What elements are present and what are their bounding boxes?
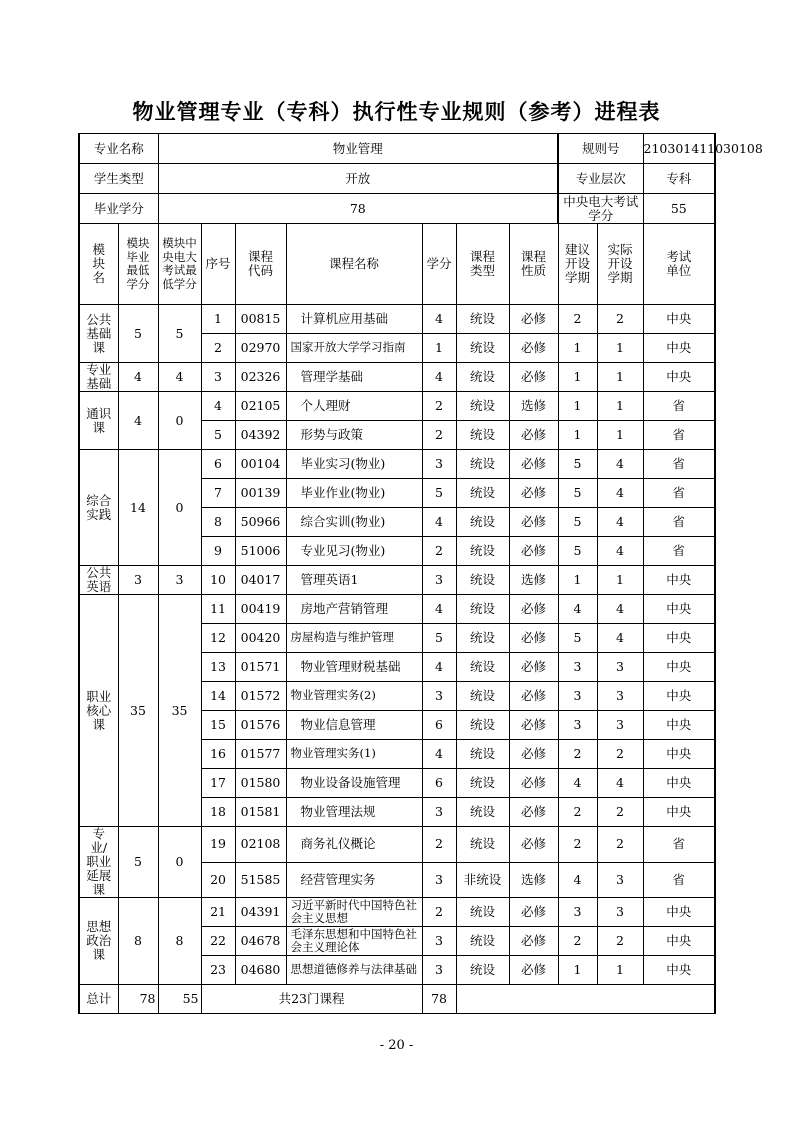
course-code: 04678 bbox=[235, 927, 286, 956]
course-code: 02105 bbox=[235, 392, 286, 421]
course-code: 01576 bbox=[235, 711, 286, 740]
course-credit: 2 bbox=[422, 898, 456, 927]
module-min-credit: 35 bbox=[118, 595, 158, 827]
course-code: 00815 bbox=[235, 305, 286, 334]
course-seq: 4 bbox=[201, 392, 235, 421]
header-actual-text: 实际开设学期 bbox=[607, 242, 633, 285]
course-type: 统设 bbox=[456, 305, 509, 334]
course-suggested-term: 3 bbox=[558, 682, 597, 711]
course-actual-term: 2 bbox=[597, 798, 643, 827]
course-name: 物业设备设施管理 bbox=[286, 769, 422, 798]
course-suggested-term: 3 bbox=[558, 711, 597, 740]
course-credit: 4 bbox=[422, 653, 456, 682]
major-label: 专业名称 bbox=[79, 134, 158, 164]
module-exam-min-credit: 4 bbox=[158, 363, 201, 392]
course-actual-term: 3 bbox=[597, 862, 643, 898]
course-suggested-term: 5 bbox=[558, 450, 597, 479]
course-seq: 20 bbox=[201, 862, 235, 898]
course-suggested-term: 2 bbox=[558, 305, 597, 334]
course-nature: 必修 bbox=[509, 711, 558, 740]
module-name bbox=[79, 363, 118, 392]
course-seq: 5 bbox=[201, 421, 235, 450]
course-credit: 3 bbox=[422, 566, 456, 595]
course-nature: 必修 bbox=[509, 798, 558, 827]
module-exam-min-credit: 0 bbox=[158, 827, 201, 898]
course-nature: 必修 bbox=[509, 624, 558, 653]
course-actual-term: 4 bbox=[597, 508, 643, 537]
course-code: 00419 bbox=[235, 595, 286, 624]
course-name: 物业管理实务(2) bbox=[286, 682, 422, 711]
header-row bbox=[79, 224, 715, 305]
course-name: 房屋构造与维护管理 bbox=[286, 624, 422, 653]
module-min-credit: 5 bbox=[118, 827, 158, 898]
course-exam-unit: 中央 bbox=[643, 363, 715, 392]
student-type-label: 学生类型 bbox=[79, 164, 158, 194]
rule-no-value: 210301411030108 bbox=[643, 134, 715, 164]
course-suggested-term: 1 bbox=[558, 421, 597, 450]
total-course-count: 共23门课程 bbox=[201, 985, 422, 1014]
course-actual-term: 3 bbox=[597, 653, 643, 682]
course-exam-unit: 中央 bbox=[643, 305, 715, 334]
course-credit: 2 bbox=[422, 537, 456, 566]
course-name: 管理英语1 bbox=[286, 566, 422, 595]
course-type: 非统设 bbox=[456, 862, 509, 898]
course-name: 物业信息管理 bbox=[286, 711, 422, 740]
course-name: 毕业实习(物业) bbox=[286, 450, 422, 479]
course-exam-unit: 中央 bbox=[643, 624, 715, 653]
course-nature: 必修 bbox=[509, 450, 558, 479]
course-suggested-term: 2 bbox=[558, 798, 597, 827]
course-nature: 必修 bbox=[509, 334, 558, 363]
course-type: 统设 bbox=[456, 769, 509, 798]
table-row bbox=[79, 450, 715, 479]
course-nature: 必修 bbox=[509, 740, 558, 769]
header-type bbox=[456, 224, 509, 305]
course-nature: 必修 bbox=[509, 305, 558, 334]
module-min-credit: 4 bbox=[118, 392, 158, 450]
course-exam-unit: 中央 bbox=[643, 898, 715, 927]
course-actual-term: 2 bbox=[597, 305, 643, 334]
course-exam-unit: 中央 bbox=[643, 956, 715, 985]
course-seq: 17 bbox=[201, 769, 235, 798]
module-name-text: 通识课 bbox=[86, 405, 112, 435]
course-code: 01572 bbox=[235, 682, 286, 711]
module-exam-min-credit: 0 bbox=[158, 450, 201, 566]
course-type: 统设 bbox=[456, 898, 509, 927]
table-row bbox=[79, 566, 715, 595]
course-exam-unit: 省 bbox=[643, 508, 715, 537]
course-actual-term: 4 bbox=[597, 769, 643, 798]
course-exam-unit: 中央 bbox=[643, 927, 715, 956]
course-suggested-term: 1 bbox=[558, 566, 597, 595]
course-actual-term: 4 bbox=[597, 450, 643, 479]
course-credit: 3 bbox=[422, 450, 456, 479]
major-value: 物业管理 bbox=[158, 134, 558, 164]
course-type: 统设 bbox=[456, 956, 509, 985]
course-seq: 7 bbox=[201, 479, 235, 508]
module-name bbox=[79, 392, 118, 450]
course-exam-unit: 中央 bbox=[643, 595, 715, 624]
course-suggested-term: 5 bbox=[558, 508, 597, 537]
header-nature bbox=[509, 224, 558, 305]
course-actual-term: 4 bbox=[597, 624, 643, 653]
course-code: 04680 bbox=[235, 956, 286, 985]
module-name bbox=[79, 898, 118, 985]
course-code: 00104 bbox=[235, 450, 286, 479]
course-nature: 必修 bbox=[509, 956, 558, 985]
table-row bbox=[79, 595, 715, 624]
course-suggested-term: 3 bbox=[558, 898, 597, 927]
module-name bbox=[79, 827, 118, 898]
course-suggested-term: 3 bbox=[558, 653, 597, 682]
course-code: 50966 bbox=[235, 508, 286, 537]
grad-credit-label: 毕业学分 bbox=[79, 194, 158, 224]
course-credit: 3 bbox=[422, 956, 456, 985]
course-exam-unit: 中央 bbox=[643, 566, 715, 595]
course-seq: 13 bbox=[201, 653, 235, 682]
course-credit: 4 bbox=[422, 595, 456, 624]
module-exam-min-credit: 3 bbox=[158, 566, 201, 595]
course-credit: 4 bbox=[422, 305, 456, 334]
course-seq: 8 bbox=[201, 508, 235, 537]
table-row bbox=[79, 392, 715, 421]
course-credit: 1 bbox=[422, 334, 456, 363]
module-exam-min-credit: 0 bbox=[158, 392, 201, 450]
course-name: 毕业作业(物业) bbox=[286, 479, 422, 508]
course-actual-term: 2 bbox=[597, 827, 643, 863]
course-actual-term: 1 bbox=[597, 566, 643, 595]
course-name: 习近平新时代中国特色社会主义思想 bbox=[286, 898, 422, 927]
course-exam-unit: 省 bbox=[643, 450, 715, 479]
course-name: 商务礼仪概论 bbox=[286, 827, 422, 863]
course-seq: 2 bbox=[201, 334, 235, 363]
course-exam-unit: 中央 bbox=[643, 653, 715, 682]
header-name: 课程名称 bbox=[286, 224, 422, 305]
course-exam-unit: 中央 bbox=[643, 711, 715, 740]
total-row bbox=[79, 985, 715, 1014]
course-nature: 选修 bbox=[509, 392, 558, 421]
header-actual bbox=[597, 224, 643, 305]
course-nature: 必修 bbox=[509, 537, 558, 566]
course-actual-term: 4 bbox=[597, 537, 643, 566]
course-name: 房地产营销管理 bbox=[286, 595, 422, 624]
course-nature: 必修 bbox=[509, 363, 558, 392]
course-type: 统设 bbox=[456, 479, 509, 508]
course-type: 统设 bbox=[456, 740, 509, 769]
course-type: 统设 bbox=[456, 392, 509, 421]
course-nature: 必修 bbox=[509, 508, 558, 537]
course-type: 统设 bbox=[456, 450, 509, 479]
course-code: 02970 bbox=[235, 334, 286, 363]
header-credit: 学分 bbox=[422, 224, 456, 305]
course-credit: 4 bbox=[422, 363, 456, 392]
course-exam-unit: 中央 bbox=[643, 769, 715, 798]
course-credit: 3 bbox=[422, 682, 456, 711]
course-actual-term: 1 bbox=[597, 363, 643, 392]
course-code: 02108 bbox=[235, 827, 286, 863]
course-code: 04017 bbox=[235, 566, 286, 595]
course-actual-term: 3 bbox=[597, 898, 643, 927]
course-actual-term: 3 bbox=[597, 682, 643, 711]
level-label: 专业层次 bbox=[558, 164, 643, 194]
course-credit: 2 bbox=[422, 392, 456, 421]
course-credit: 2 bbox=[422, 421, 456, 450]
course-credit: 6 bbox=[422, 769, 456, 798]
total-empty-cell bbox=[456, 985, 715, 1014]
module-exam-min-credit: 8 bbox=[158, 898, 201, 985]
course-nature: 必修 bbox=[509, 421, 558, 450]
course-actual-term: 1 bbox=[597, 334, 643, 363]
course-name: 计算机应用基础 bbox=[286, 305, 422, 334]
course-suggested-term: 5 bbox=[558, 479, 597, 508]
course-nature: 必修 bbox=[509, 653, 558, 682]
header-suggested bbox=[558, 224, 597, 305]
course-name: 个人理财 bbox=[286, 392, 422, 421]
course-name: 经营管理实务 bbox=[286, 862, 422, 898]
course-seq: 11 bbox=[201, 595, 235, 624]
course-exam-unit: 中央 bbox=[643, 334, 715, 363]
header-module-min-text: 模块毕业最低学分 bbox=[126, 236, 150, 291]
course-seq: 6 bbox=[201, 450, 235, 479]
module-min-credit: 4 bbox=[118, 363, 158, 392]
course-seq: 1 bbox=[201, 305, 235, 334]
course-type: 统设 bbox=[456, 566, 509, 595]
course-credit: 5 bbox=[422, 624, 456, 653]
course-exam-unit: 省 bbox=[643, 392, 715, 421]
total-label: 总计 bbox=[79, 985, 118, 1014]
header-type-text: 课程类型 bbox=[470, 249, 496, 278]
grad-credit-value: 78 bbox=[158, 194, 558, 224]
course-seq: 16 bbox=[201, 740, 235, 769]
header-exam-unit-text: 考试单位 bbox=[666, 249, 692, 278]
total-exam-min-credit: 55 bbox=[158, 985, 201, 1014]
module-name bbox=[79, 305, 118, 363]
course-type: 统设 bbox=[456, 927, 509, 956]
course-seq: 21 bbox=[201, 898, 235, 927]
module-name-text: 思想政治课 bbox=[86, 919, 112, 962]
course-suggested-term: 1 bbox=[558, 956, 597, 985]
course-seq: 12 bbox=[201, 624, 235, 653]
course-actual-term: 4 bbox=[597, 479, 643, 508]
module-min-credit: 8 bbox=[118, 898, 158, 985]
course-exam-unit: 省 bbox=[643, 479, 715, 508]
course-exam-unit: 省 bbox=[643, 537, 715, 566]
module-min-credit: 14 bbox=[118, 450, 158, 566]
course-nature: 选修 bbox=[509, 566, 558, 595]
info-row-type bbox=[79, 164, 715, 194]
course-name: 国家开放大学学习指南 bbox=[286, 334, 422, 363]
header-module-exam-min bbox=[158, 224, 201, 305]
table-row bbox=[79, 363, 715, 392]
course-type: 统设 bbox=[456, 711, 509, 740]
course-suggested-term: 1 bbox=[558, 392, 597, 421]
header-seq: 序号 bbox=[201, 224, 235, 305]
info-row-credit bbox=[79, 194, 715, 224]
header-exam-unit bbox=[643, 224, 715, 305]
header-code bbox=[235, 224, 286, 305]
course-seq: 15 bbox=[201, 711, 235, 740]
course-code: 01580 bbox=[235, 769, 286, 798]
course-type: 统设 bbox=[456, 508, 509, 537]
level-value: 专科 bbox=[643, 164, 715, 194]
course-code: 51585 bbox=[235, 862, 286, 898]
course-nature: 必修 bbox=[509, 595, 558, 624]
course-name: 物业管理法规 bbox=[286, 798, 422, 827]
course-actual-term: 1 bbox=[597, 392, 643, 421]
module-name bbox=[79, 450, 118, 566]
course-nature: 必修 bbox=[509, 898, 558, 927]
table-row bbox=[79, 898, 715, 927]
course-code: 00139 bbox=[235, 479, 286, 508]
module-exam-min-credit: 5 bbox=[158, 305, 201, 363]
table-row bbox=[79, 305, 715, 334]
course-name: 毛泽东思想和中国特色社会主义理论体 bbox=[286, 927, 422, 956]
course-nature: 必修 bbox=[509, 682, 558, 711]
course-actual-term: 2 bbox=[597, 927, 643, 956]
course-suggested-term: 1 bbox=[558, 363, 597, 392]
course-credit: 3 bbox=[422, 927, 456, 956]
module-name-text: 专业基础 bbox=[86, 362, 112, 391]
course-name: 思想道德修养与法律基础 bbox=[286, 956, 422, 985]
rule-no-label: 规则号 bbox=[558, 134, 643, 164]
course-exam-unit: 中央 bbox=[643, 740, 715, 769]
course-exam-unit: 省 bbox=[643, 827, 715, 863]
header-code-text: 课程代码 bbox=[248, 249, 274, 278]
header-module-min bbox=[118, 224, 158, 305]
module-name bbox=[79, 566, 118, 595]
course-credit: 3 bbox=[422, 862, 456, 898]
course-credit: 5 bbox=[422, 479, 456, 508]
course-exam-unit: 省 bbox=[643, 862, 715, 898]
course-type: 统设 bbox=[456, 653, 509, 682]
course-name: 管理学基础 bbox=[286, 363, 422, 392]
course-suggested-term: 1 bbox=[558, 334, 597, 363]
course-name: 物业管理财税基础 bbox=[286, 653, 422, 682]
course-seq: 18 bbox=[201, 798, 235, 827]
course-seq: 14 bbox=[201, 682, 235, 711]
course-actual-term: 2 bbox=[597, 740, 643, 769]
course-name: 形势与政策 bbox=[286, 421, 422, 450]
course-seq: 3 bbox=[201, 363, 235, 392]
course-suggested-term: 4 bbox=[558, 862, 597, 898]
total-min-credit: 78 bbox=[118, 985, 158, 1014]
module-min-credit: 5 bbox=[118, 305, 158, 363]
course-suggested-term: 2 bbox=[558, 740, 597, 769]
header-module-exam-min-text: 模块中央电大考试最低学分 bbox=[162, 236, 197, 291]
course-nature: 必修 bbox=[509, 927, 558, 956]
header-suggested-text: 建议开设学期 bbox=[565, 242, 591, 285]
course-suggested-term: 2 bbox=[558, 827, 597, 863]
course-type: 统设 bbox=[456, 537, 509, 566]
course-seq: 9 bbox=[201, 537, 235, 566]
course-code: 04392 bbox=[235, 421, 286, 450]
page-title: 物业管理专业（专科）执行性专业规则（参考）进程表 bbox=[132, 100, 661, 124]
module-name-text: 公共基础课 bbox=[86, 311, 112, 355]
module-name-text: 综合实践 bbox=[86, 492, 112, 522]
course-schedule-table bbox=[78, 133, 763, 1014]
course-actual-term: 1 bbox=[597, 956, 643, 985]
header-module bbox=[79, 224, 118, 305]
header-nature-text: 课程性质 bbox=[521, 249, 547, 278]
total-credit: 78 bbox=[422, 985, 456, 1014]
course-seq: 22 bbox=[201, 927, 235, 956]
module-name-text: 职业核心课 bbox=[86, 688, 112, 732]
course-type: 统设 bbox=[456, 595, 509, 624]
course-type: 统设 bbox=[456, 624, 509, 653]
course-code: 02326 bbox=[235, 363, 286, 392]
header-module-text: 模块名 bbox=[92, 242, 105, 285]
course-credit: 4 bbox=[422, 740, 456, 769]
info-row-major bbox=[79, 134, 715, 164]
course-credit: 6 bbox=[422, 711, 456, 740]
course-actual-term: 4 bbox=[597, 595, 643, 624]
course-type: 统设 bbox=[456, 798, 509, 827]
course-type: 统设 bbox=[456, 827, 509, 863]
course-actual-term: 1 bbox=[597, 421, 643, 450]
course-suggested-term: 5 bbox=[558, 537, 597, 566]
course-suggested-term: 5 bbox=[558, 624, 597, 653]
course-exam-unit: 省 bbox=[643, 421, 715, 450]
course-seq: 19 bbox=[201, 827, 235, 863]
course-actual-term: 3 bbox=[597, 711, 643, 740]
course-code: 01571 bbox=[235, 653, 286, 682]
course-code: 51006 bbox=[235, 537, 286, 566]
course-suggested-term: 2 bbox=[558, 927, 597, 956]
course-code: 01581 bbox=[235, 798, 286, 827]
course-credit: 2 bbox=[422, 827, 456, 863]
module-name bbox=[79, 595, 118, 827]
module-exam-min-credit: 35 bbox=[158, 595, 201, 827]
table-body bbox=[79, 134, 763, 1014]
course-type: 统设 bbox=[456, 363, 509, 392]
course-credit: 3 bbox=[422, 798, 456, 827]
module-name-text: 专业/职业延展课 bbox=[86, 826, 112, 897]
course-type: 统设 bbox=[456, 334, 509, 363]
course-name: 综合实训(物业) bbox=[286, 508, 422, 537]
course-nature: 必修 bbox=[509, 479, 558, 508]
course-name: 物业管理实务(1) bbox=[286, 740, 422, 769]
student-type-value: 开放 bbox=[158, 164, 558, 194]
course-exam-unit: 中央 bbox=[643, 682, 715, 711]
course-nature: 必修 bbox=[509, 769, 558, 798]
course-suggested-term: 4 bbox=[558, 595, 597, 624]
course-credit: 4 bbox=[422, 508, 456, 537]
page-number: - 20 - bbox=[379, 1038, 414, 1053]
course-code: 04391 bbox=[235, 898, 286, 927]
course-exam-unit: 中央 bbox=[643, 798, 715, 827]
course-suggested-term: 4 bbox=[558, 769, 597, 798]
course-type: 统设 bbox=[456, 682, 509, 711]
exam-credit-value: 55 bbox=[643, 194, 715, 224]
course-nature: 必修 bbox=[509, 827, 558, 863]
module-name-text: 公共英语 bbox=[86, 565, 112, 594]
course-seq: 10 bbox=[201, 566, 235, 595]
module-min-credit: 3 bbox=[118, 566, 158, 595]
table-row bbox=[79, 827, 715, 863]
course-code: 01577 bbox=[235, 740, 286, 769]
course-nature: 选修 bbox=[509, 862, 558, 898]
exam-credit-label: 中央电大考试学分 bbox=[558, 194, 643, 224]
course-name: 专业见习(物业) bbox=[286, 537, 422, 566]
course-type: 统设 bbox=[456, 421, 509, 450]
course-seq: 23 bbox=[201, 956, 235, 985]
course-code: 00420 bbox=[235, 624, 286, 653]
